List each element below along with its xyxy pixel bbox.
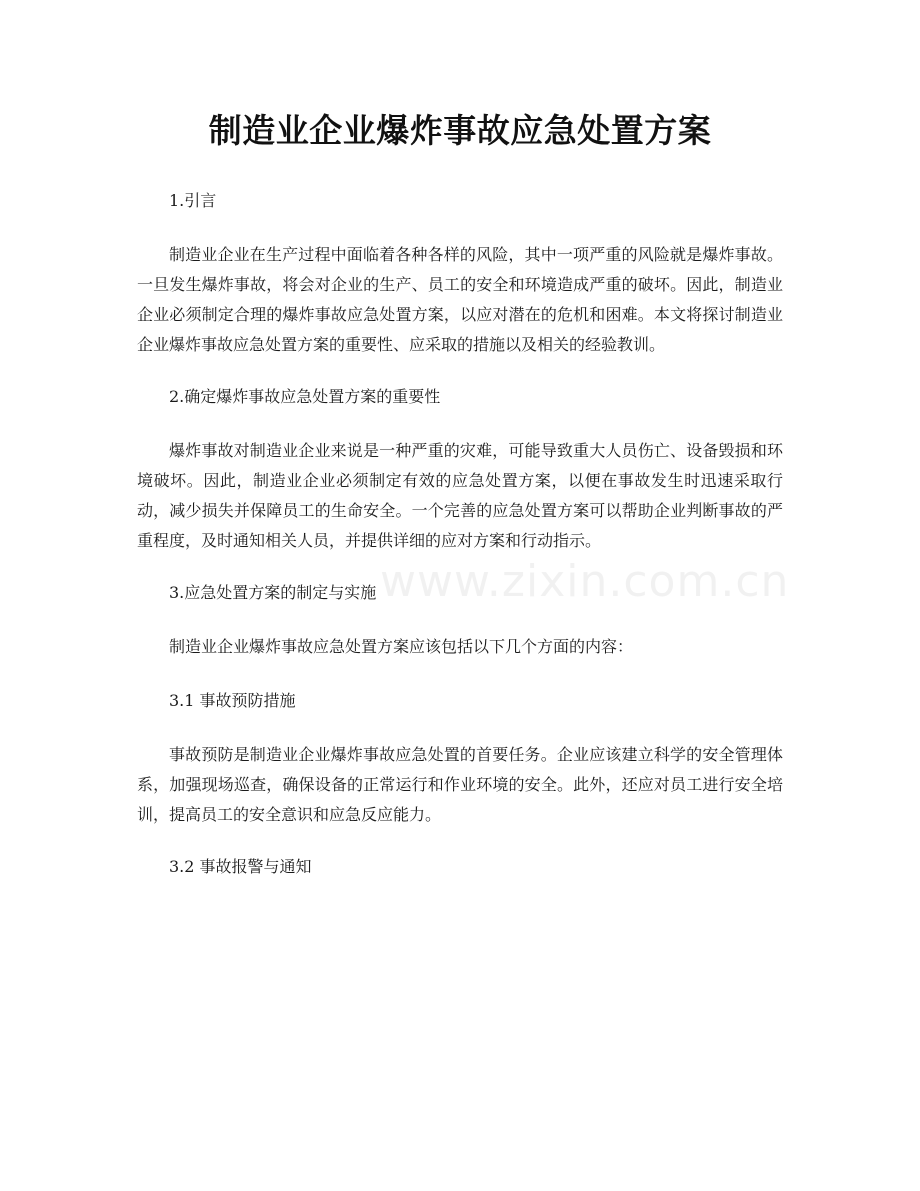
section-heading-alarm: 3.2 事故报警与通知: [169, 857, 312, 876]
section-heading-prevention: 3.1 事故预防措施: [169, 691, 296, 710]
document-title: 制造业企业爆炸事故应急处置方案: [208, 111, 712, 150]
paragraph-formulation: 制造业企业爆炸事故应急处置方案应该包括以下几个方面的内容：: [169, 637, 634, 656]
section-heading-formulation: 3.应急处置方案的制定与实施: [169, 583, 377, 602]
watermark: www.zixin.com.cn: [380, 556, 790, 607]
paragraph-importance: 爆炸事故对制造业企业来说是一种严重的灾难，可能导致重大人员伤亡、设备毁损和环境破坏。因此，制造业企业必须制定有效的应急处置方案，以便在事故发生时迅速采取行动，减少损失并保障员工的生命安全。一个完善的应急处置方案可以帮助企业判断事故的严重程度，及时通知相关人员，并提供详细的应对方案和行动指示。: [137, 441, 783, 550]
paragraph-introduction: 制造业企业在生产过程中面临着各种各样的风险，其中一项严重的风险就是爆炸事故。一旦发生爆炸事故，将会对企业的生产、员工的安全和环境造成严重的破坏。因此，制造业企业必须制定合理的爆炸事故应急处置方案，以应对潜在的危机和困难。本文将探讨制造业企业爆炸事故应急处置方案的重要性、应采取的措施以及相关的经验教训。: [137, 245, 783, 354]
paragraph-prevention: 事故预防是制造业企业爆炸事故应急处置的首要任务。企业应该建立科学的安全管理体系，加强现场巡查，确保设备的正常运行和作业环境的安全。此外，还应对员工进行安全培训，提高员工的安全意识和应急反应能力。: [137, 745, 783, 824]
section-heading-introduction: 1.引言: [169, 191, 217, 210]
section-heading-importance: 2.确定爆炸事故应急处置方案的重要性: [169, 387, 441, 406]
document-body: [137, 186, 783, 882]
